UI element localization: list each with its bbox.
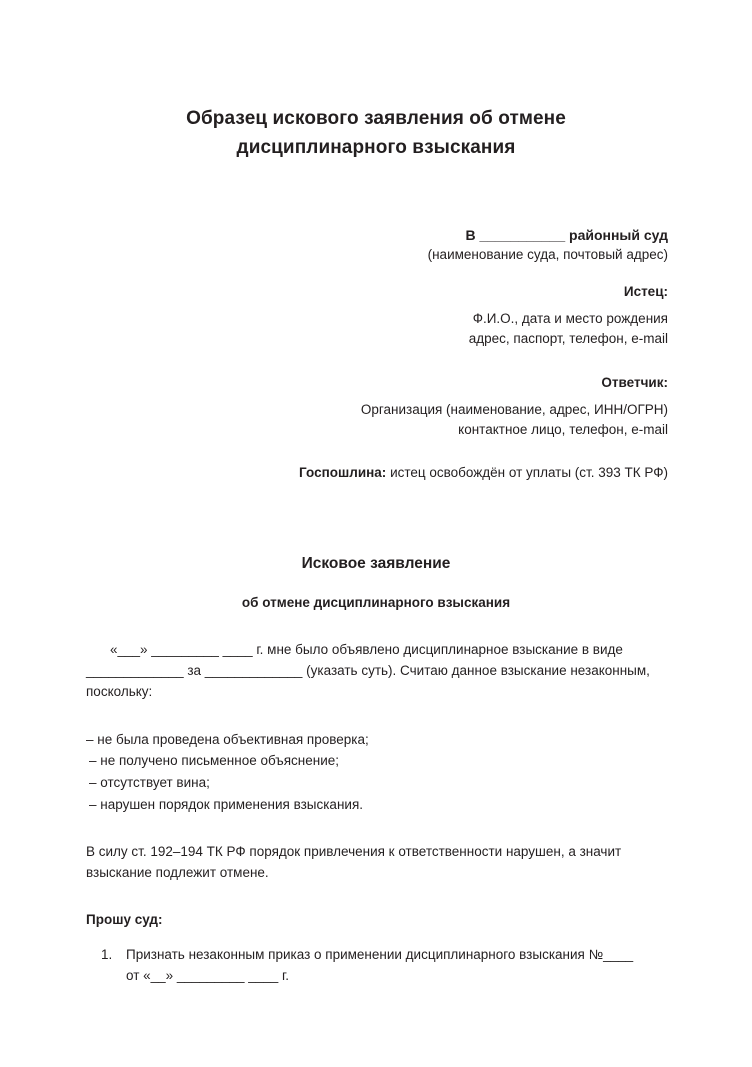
list-item: – не была проведена объективная проверка; <box>86 731 369 747</box>
grounds-list <box>86 729 668 816</box>
paragraph-intro-line-1: «___» _________ ____ г. мне было объявлено дисциплинарное взыскание в виде <box>110 641 623 657</box>
request-item-line-2: от «__» _________ ____ г. <box>126 967 290 983</box>
document-header-block <box>0 225 752 483</box>
document-body <box>86 640 668 987</box>
court-note: (наименование суда, почтовый адрес) <box>427 247 668 263</box>
paragraph-legal-basis-line-2: взыскание подлежит отмене. <box>86 864 269 880</box>
page-title-line-1: Образец искового заявления об отмене <box>186 108 566 129</box>
list-item: – не получено письменное объяснение; <box>89 753 339 769</box>
list-item: – нарушен порядок применения взыскания. <box>89 797 364 813</box>
paragraph-intro-line-2: _____________ за _____________ (указать суть). Считаю данное взыскание <box>86 662 567 678</box>
page-title <box>0 0 752 162</box>
page-title-line-2: дисциплинарного взыскания <box>236 136 516 158</box>
paragraph-legal-basis-line-1: В силу ст. 192–194 ТК РФ порядок привлечения к ответственности нарушен, а значит <box>86 844 622 859</box>
request-item-line-1: Признать незаконным приказ о применении дисциплинарного взыскания №____ <box>126 946 634 962</box>
court-line <box>0 225 668 245</box>
section-title: Исковое заявление <box>301 554 451 572</box>
request-list <box>86 945 668 987</box>
plaintiff-label: Истец: <box>623 283 668 299</box>
state-fee-label: Госпошлина: <box>299 465 387 481</box>
plaintiff-line-2: адрес, паспорт, телефон, e-mail <box>468 330 668 346</box>
paragraph-intro <box>86 640 668 703</box>
paragraph-intro-line-3: незаконным, поскольку: <box>86 662 650 699</box>
request-title: Прошу суд: <box>86 911 163 927</box>
paragraph-legal-basis <box>86 842 668 884</box>
court-suffix: районный суд <box>569 227 668 243</box>
list-item <box>116 945 668 987</box>
defendant-line-2: контактное лицо, телефон, e-mail <box>458 421 668 437</box>
state-fee-line <box>0 463 668 483</box>
list-item: – отсутствует вина; <box>89 775 210 791</box>
defendant-line-1: Организация (наименование, адрес, ИНН/ОГРН) <box>360 402 668 418</box>
plaintiff-line-1: Ф.И.О., дата и место рождения <box>472 311 668 327</box>
court-blank: ___________ <box>479 227 566 243</box>
court-label: В <box>465 227 476 243</box>
defendant-label: Ответчик: <box>601 374 668 390</box>
section-subtitle: об отмене дисциплинарного взыскания <box>241 594 511 610</box>
state-fee-text: истец освобождён от уплаты (ст. 393 ТК РФ) <box>390 465 668 481</box>
